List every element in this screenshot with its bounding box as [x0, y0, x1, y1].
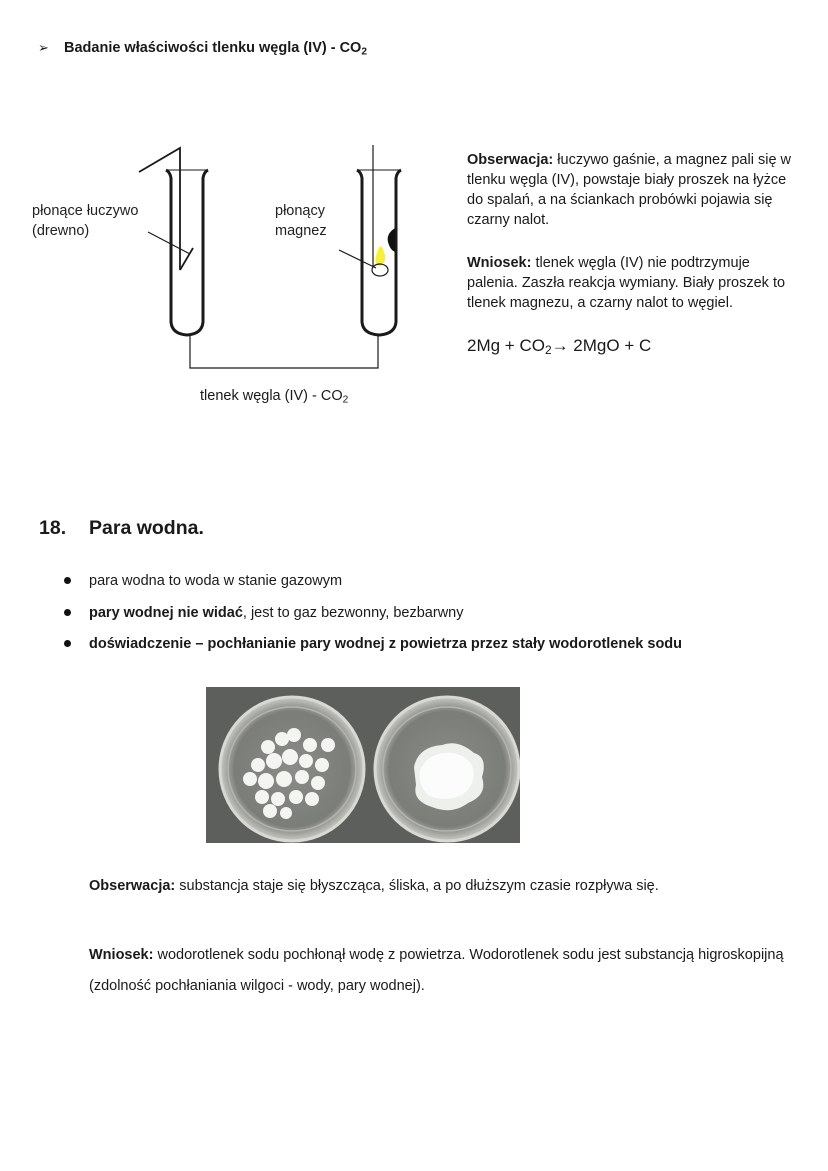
list-item: para wodna to woda w stanie gazowym [64, 571, 682, 603]
right-test-tube-icon [339, 145, 401, 335]
observation-co2: Obserwacja: łuczywo gaśnie, a magnez pali się w tlenku węgla (IV), powstaje biały proszek na łyżce do spalań, a na ściankach probówki pojawia się czarny nalot. [467, 152, 792, 228]
arrow-bullet-icon: ➢ [38, 40, 49, 55]
section-title-water-vapor: 18. Para wodna. [39, 517, 204, 539]
list-item: pary wodnej nie widać, jest to gaz bezwonny, bezbarwny [64, 603, 682, 635]
flame-icon [375, 246, 385, 266]
bullet-icon [64, 640, 71, 647]
soot-deposit-icon [388, 228, 395, 252]
connecting-pipe [190, 335, 378, 368]
conclusion-co2: Wniosek: tlenek węgla (IV) nie podtrzymuje palenia. Zaszła reakcja wymiany. Biały proszek to tlenek magnezu, a czarny nalot to węgiel. [467, 255, 786, 311]
conclusion-naoh: Wniosek: wodorotlenek sodu pochłonął wodę z powietrza. Wodorotlenek sodu jest substancją higroskopijną (zdolność pochłaniania wilgoci - wody, pary wodnej). [89, 947, 784, 994]
observation-naoh: Obserwacja: substancja staje się błyszcząca, śliska, a po dłuższym czasie rozpływa się. [89, 878, 659, 894]
water-vapor-bullets [64, 571, 682, 666]
reaction-equation: $2Mg + CO_2\to 2MgO + C$ [467, 336, 652, 357]
label-burning-magnesium: płonący magnez [275, 203, 327, 239]
bullet-icon [64, 577, 71, 584]
section-heading-co2: ➢ Badanie właściwości tlenku węgla $(IV) - CO_2$ [38, 40, 367, 58]
list-item: doświadczenie – pochłanianie pary wodnej z powietrza przez stały wodorotlenek sodu [64, 634, 682, 666]
label-co2-gas: tlenek węgla $(IV) - CO_2$ [200, 388, 349, 406]
heading-text: Badanie właściwości tlenku węgla (IV) - CO [64, 40, 362, 56]
conclusion-label: Wniosek: [89, 947, 154, 963]
petri-dishes-photo [206, 687, 520, 843]
label-burning-splint: płonące łuczywo (drewno) [32, 203, 139, 239]
observation-label: Obserwacja: [89, 878, 176, 894]
conclusion-label: Wniosek: [467, 255, 532, 271]
left-test-tube-icon [139, 148, 208, 335]
arrow-icon: → [551, 336, 569, 355]
bullet-icon [64, 609, 71, 616]
observation-label: Obserwacja: [467, 152, 554, 168]
